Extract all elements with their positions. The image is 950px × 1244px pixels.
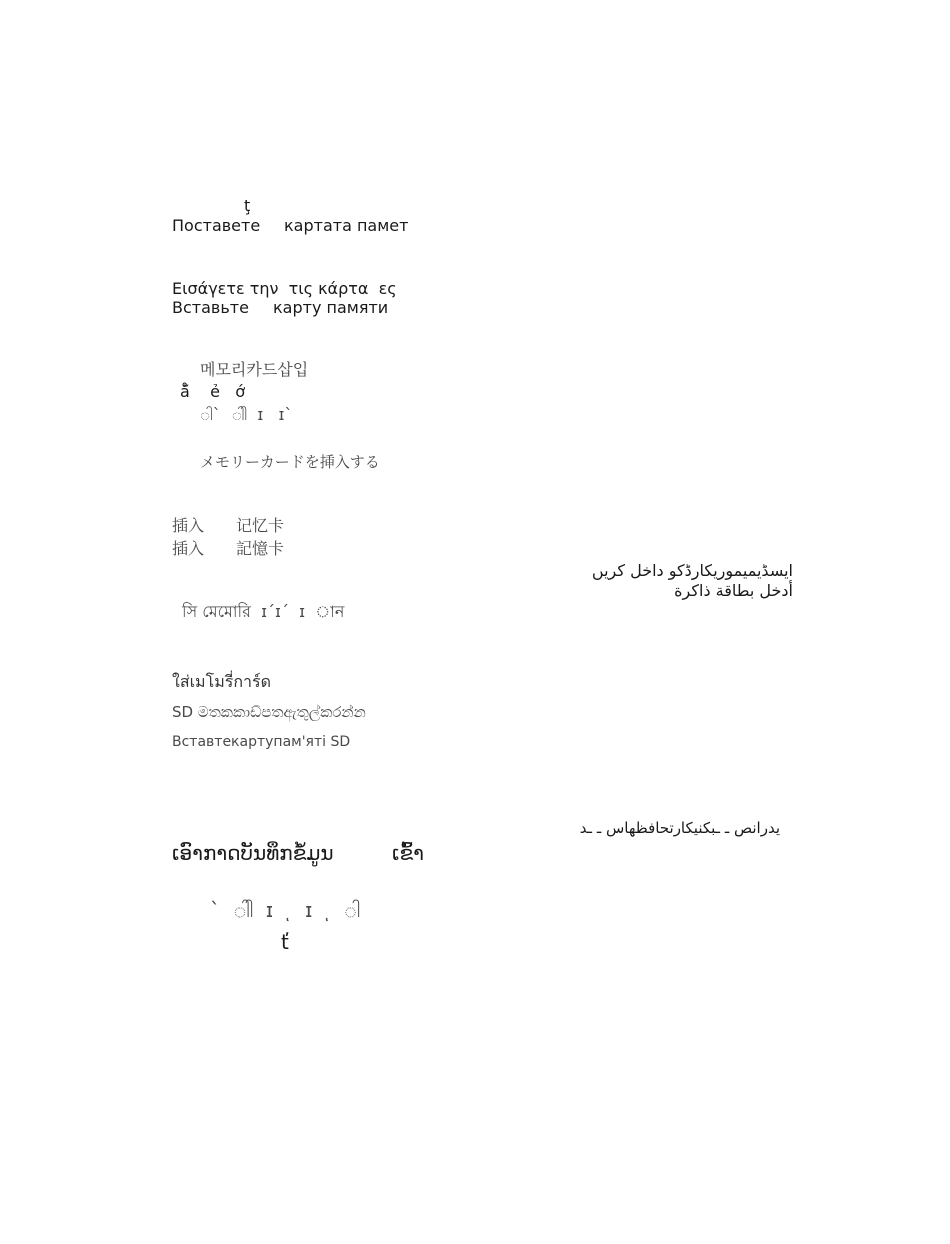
text-line-lao-word-2: ເຂົ້າ [392,841,424,865]
text-line-russian-word-2: карту памяти [273,298,389,317]
text-line-japanese: メモリーカードを挿入する [200,453,380,471]
text-line-korean: 메모리카드삽입 [200,360,309,379]
text-line-diacritic-1: ţ [244,196,251,215]
text-line-burmese-fragments: ါ` ါါ ɪ ɪ` [200,405,293,424]
text-line-persian: یدرانص ـ ـبکنیکارتحافظهاس ـ ـد [579,819,780,837]
text-line-chinese-traditional-word-2: 記憶卡 [236,539,285,558]
text-line-thai: ใส่เมโมรี่การ์ด [172,672,271,691]
text-line-russian-word-1: Вставьте [172,298,249,317]
text-line-bengali: সি মেমোরি ɪ´ɪ´ ɪ ান [182,602,345,621]
text-line-ukrainian: Вставтекартупам'яті SD [172,734,351,750]
text-line-urdu: ایسڈیمیموریکارڈکو داخل کریں [591,561,793,580]
text-line-diacritic-2: ť [281,930,289,954]
text-line-chinese-simplified-word-1: 插入 [172,516,205,535]
text-line-bulgarian-word-2: картата памет [284,216,409,235]
text-line-lao-word-1: ເອົາກາດບັນທຶກຂໍ້ມູນ [172,841,334,865]
text-line-chinese-traditional-word-1: 插入 [172,539,205,558]
text-line-greek: Εισάγετε την τις κάρτα ες [172,279,397,298]
text-line-sinhala: SD මතකකාඩ්පතඇතුල්කරන්න [172,703,366,721]
text-line-burmese-fragments-2: ` ါါ ɪ ͅ ɪ ͅ ါ [210,898,361,922]
text-line-chinese-simplified-word-2: 记忆卡 [236,516,285,535]
text-line-arabic: أدخل بطاقة ذاكرة [674,581,793,600]
text-line-vietnamese-marks: å̃ ẻ ớ [180,382,246,401]
text-line-bulgarian-word-1: Поставете [172,216,261,235]
